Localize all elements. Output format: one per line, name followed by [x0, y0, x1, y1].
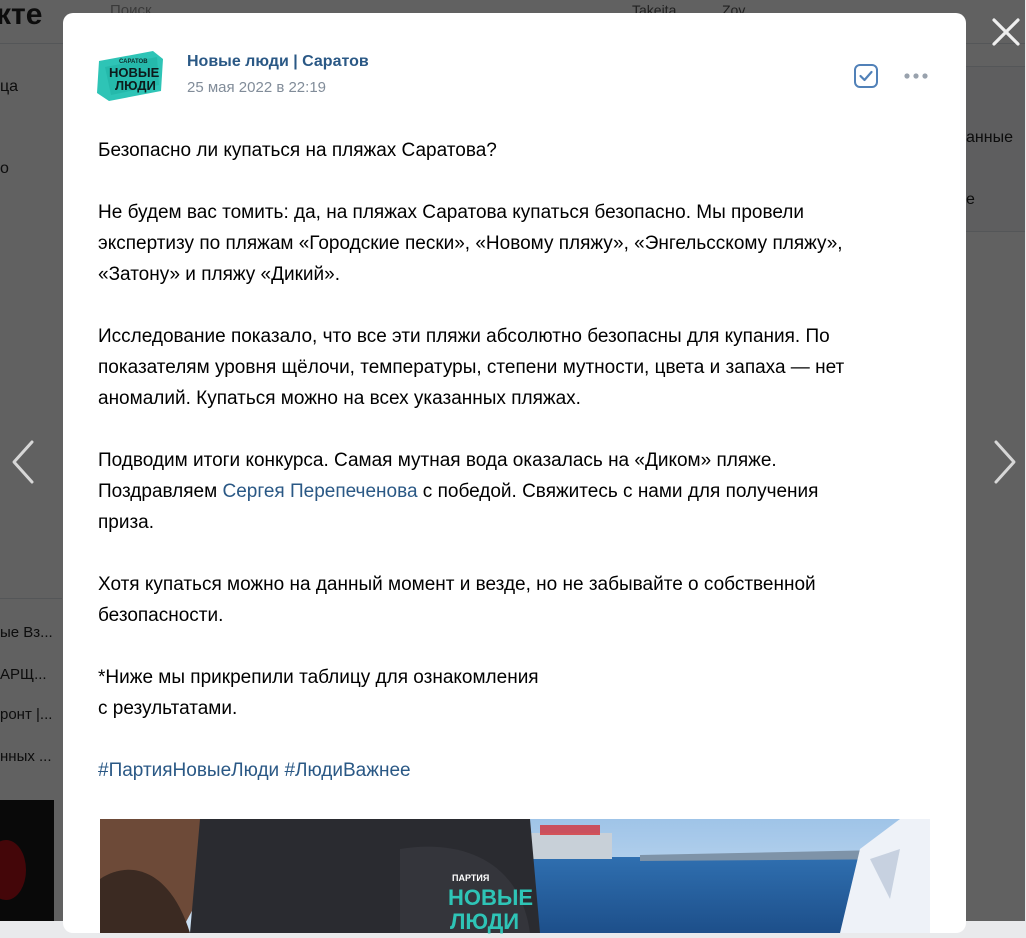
hashtags: [98, 755, 928, 786]
hashtag-link[interactable]: #ЛюдиВажнее: [284, 760, 411, 781]
chevron-right-icon[interactable]: [986, 436, 1026, 488]
post-paragraph: «Затону» и пляжу «Дикий».: [98, 264, 340, 285]
avatar[interactable]: [95, 47, 167, 103]
post-paragraph: *Ниже мы прикрепили таблицу для ознакомления: [98, 667, 539, 688]
post-photo[interactable]: [100, 819, 930, 933]
post-date[interactable]: 25 мая 2022 в 22:19: [187, 79, 327, 96]
post-modal: [63, 13, 966, 933]
post-paragraph: Исследование показало, что все эти пляжи абсолютно безопасны для купания. По: [98, 326, 830, 347]
post-author[interactable]: Новые люди | Саратов: [187, 53, 369, 70]
check-square-icon[interactable]: [853, 63, 879, 89]
post-paragraph: Не будем вас томить: да, на пляжах Саратова купаться безопасно. Мы провели: [98, 202, 804, 223]
post-text: [98, 135, 928, 786]
photo-caption-mid: НОВЫЕ: [448, 885, 534, 910]
post-header: [63, 13, 966, 123]
post-paragraph: приза.: [98, 512, 155, 533]
photo-caption-bot: ЛЮДИ: [450, 909, 520, 934]
winner-mention-link[interactable]: Сергея Перепеченова: [222, 481, 418, 502]
avatar-text-bottom: ЛЮДИ: [115, 78, 156, 93]
post-paragraph: [98, 476, 928, 507]
post-paragraph: Хотя купаться можно на данный момент и везде, но не забывайте о собственной: [98, 574, 816, 595]
post-paragraph: Подводим итоги конкурса. Самая мутная вода оказалась на «Диком» пляже.: [98, 450, 777, 471]
post-paragraph: показателям уровня щёлочи, температуры, степени мутности, цвета и запаха — нет: [98, 357, 845, 378]
post-text-span: с победой. Свяжитесь с нами для получения: [417, 481, 819, 502]
post-paragraph: с результатами.: [98, 698, 238, 719]
post-paragraph: аномалий. Купаться можно на всех указанных пляжах.: [98, 388, 581, 409]
more-horizontal-icon[interactable]: [903, 68, 929, 84]
post-paragraph: безопасности.: [98, 605, 224, 626]
post-paragraph: экспертизу по пляжам «Городские пески», «Новому пляжу», «Энгельсскому пляжу»,: [98, 233, 843, 254]
avatar-text-top: САРАТОВ: [119, 59, 148, 65]
post-paragraph: Безопасно ли купаться на пляжах Саратова?: [98, 140, 497, 161]
chevron-left-icon[interactable]: [4, 436, 44, 488]
post-text-span: Поздравляем: [98, 481, 223, 502]
close-icon[interactable]: [988, 14, 1024, 50]
photo-caption-top: ПАРТИЯ: [452, 873, 490, 883]
avatar-text-mid: НОВЫЕ: [109, 65, 160, 80]
hashtag-link[interactable]: #ПартияНовыеЛюди: [98, 760, 280, 781]
